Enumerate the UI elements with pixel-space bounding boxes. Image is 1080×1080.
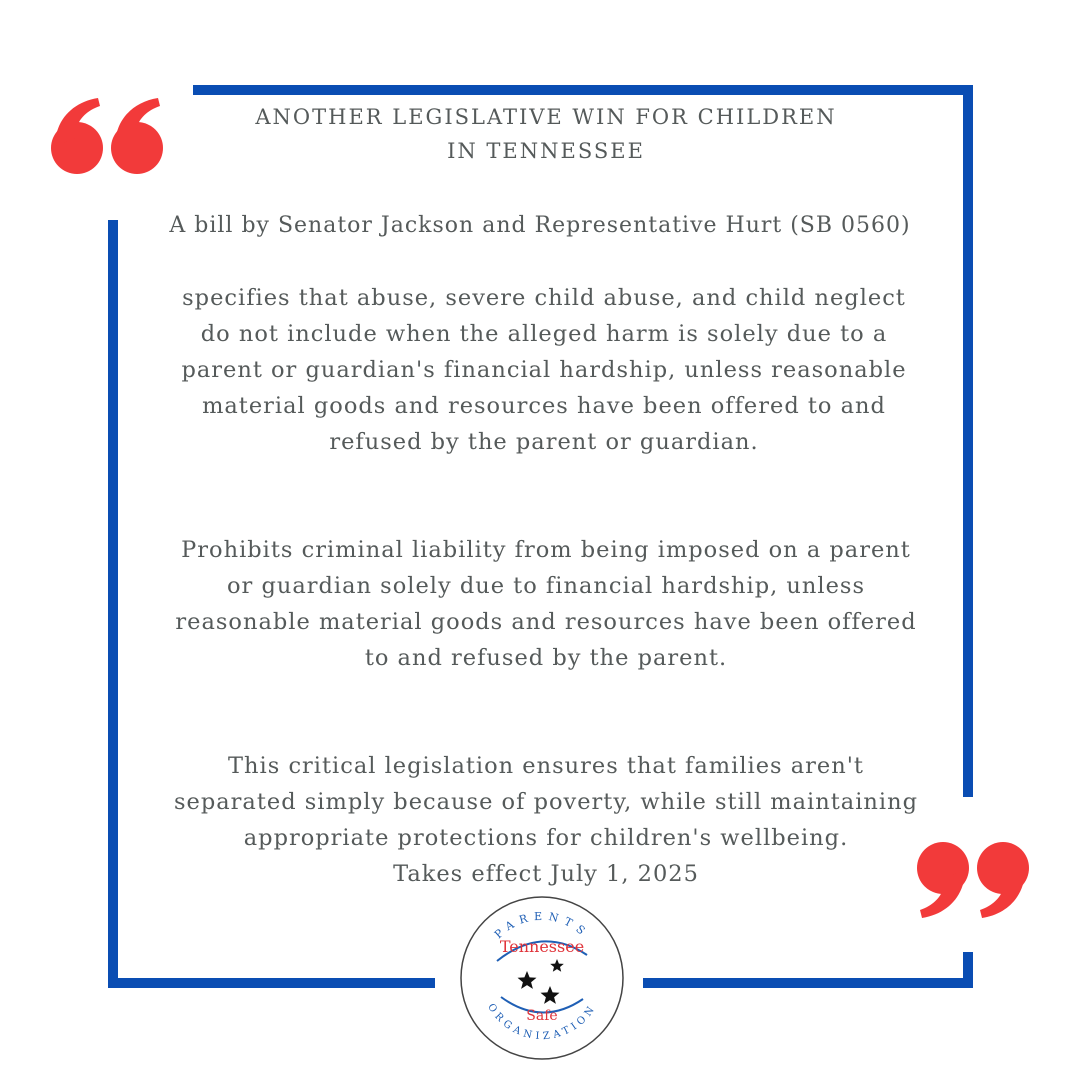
- effective-date: Takes effect July 1, 2025: [393, 861, 699, 887]
- logo-top-arc-text: PARENTS: [491, 909, 593, 942]
- paragraph-3: [126, 748, 966, 892]
- paragraph-2-line: to and refused by the parent.: [364, 645, 728, 671]
- page-title: [126, 100, 966, 168]
- paragraph-3-line: separated simply because of poverty, while still maintaining: [174, 789, 918, 815]
- frame-right-bar: [963, 85, 973, 797]
- paragraph-1-line: refused by the parent or guardian.: [329, 429, 759, 455]
- paragraph-3-line: This critical legislation ensures that families aren't: [228, 753, 864, 779]
- frame-left-bar: [108, 220, 118, 988]
- paragraph-2: [126, 532, 966, 676]
- paragraph-2-line: or guardian solely due to financial hardship, unless: [226, 573, 865, 599]
- title-line-1: ANOTHER LEGISLATIVE WIN FOR CHILDREN: [255, 105, 837, 129]
- bill-intro: A bill by Senator Jackson and Representative Hurt (SB 0560): [169, 213, 911, 238]
- paragraph-2-line: reasonable material goods and resources have been offered: [175, 609, 917, 635]
- title-line-2: IN TENNESSEE: [447, 139, 645, 163]
- logo-bottom-arc-text: ORGANIZATION: [485, 1001, 599, 1043]
- logo-word-safe: Safe: [526, 1008, 558, 1024]
- paragraph-1-line: do not include when the alleged harm is solely due to a: [200, 321, 888, 347]
- paragraph-1-line: specifies that abuse, severe child abuse, and child neglect: [182, 285, 906, 311]
- paragraph-1-line: parent or guardian's financial hardship, unless reasonable: [181, 357, 907, 383]
- paragraph-2-line: Prohibits criminal liability from being imposed on a parent: [181, 537, 911, 563]
- parents-organization-logo: [459, 895, 625, 1061]
- frame-bottom-bar-right: [643, 978, 973, 988]
- logo-word-tennessee: Tennessee: [499, 937, 585, 956]
- paragraph-1-line: material goods and resources have been offered to and: [202, 393, 886, 419]
- frame-top-bar: [193, 85, 973, 95]
- paragraph-1: [124, 280, 964, 460]
- frame-bottom-bar-left: [108, 978, 435, 988]
- paragraph-3-line: appropriate protections for children's wellbeing.: [243, 825, 849, 851]
